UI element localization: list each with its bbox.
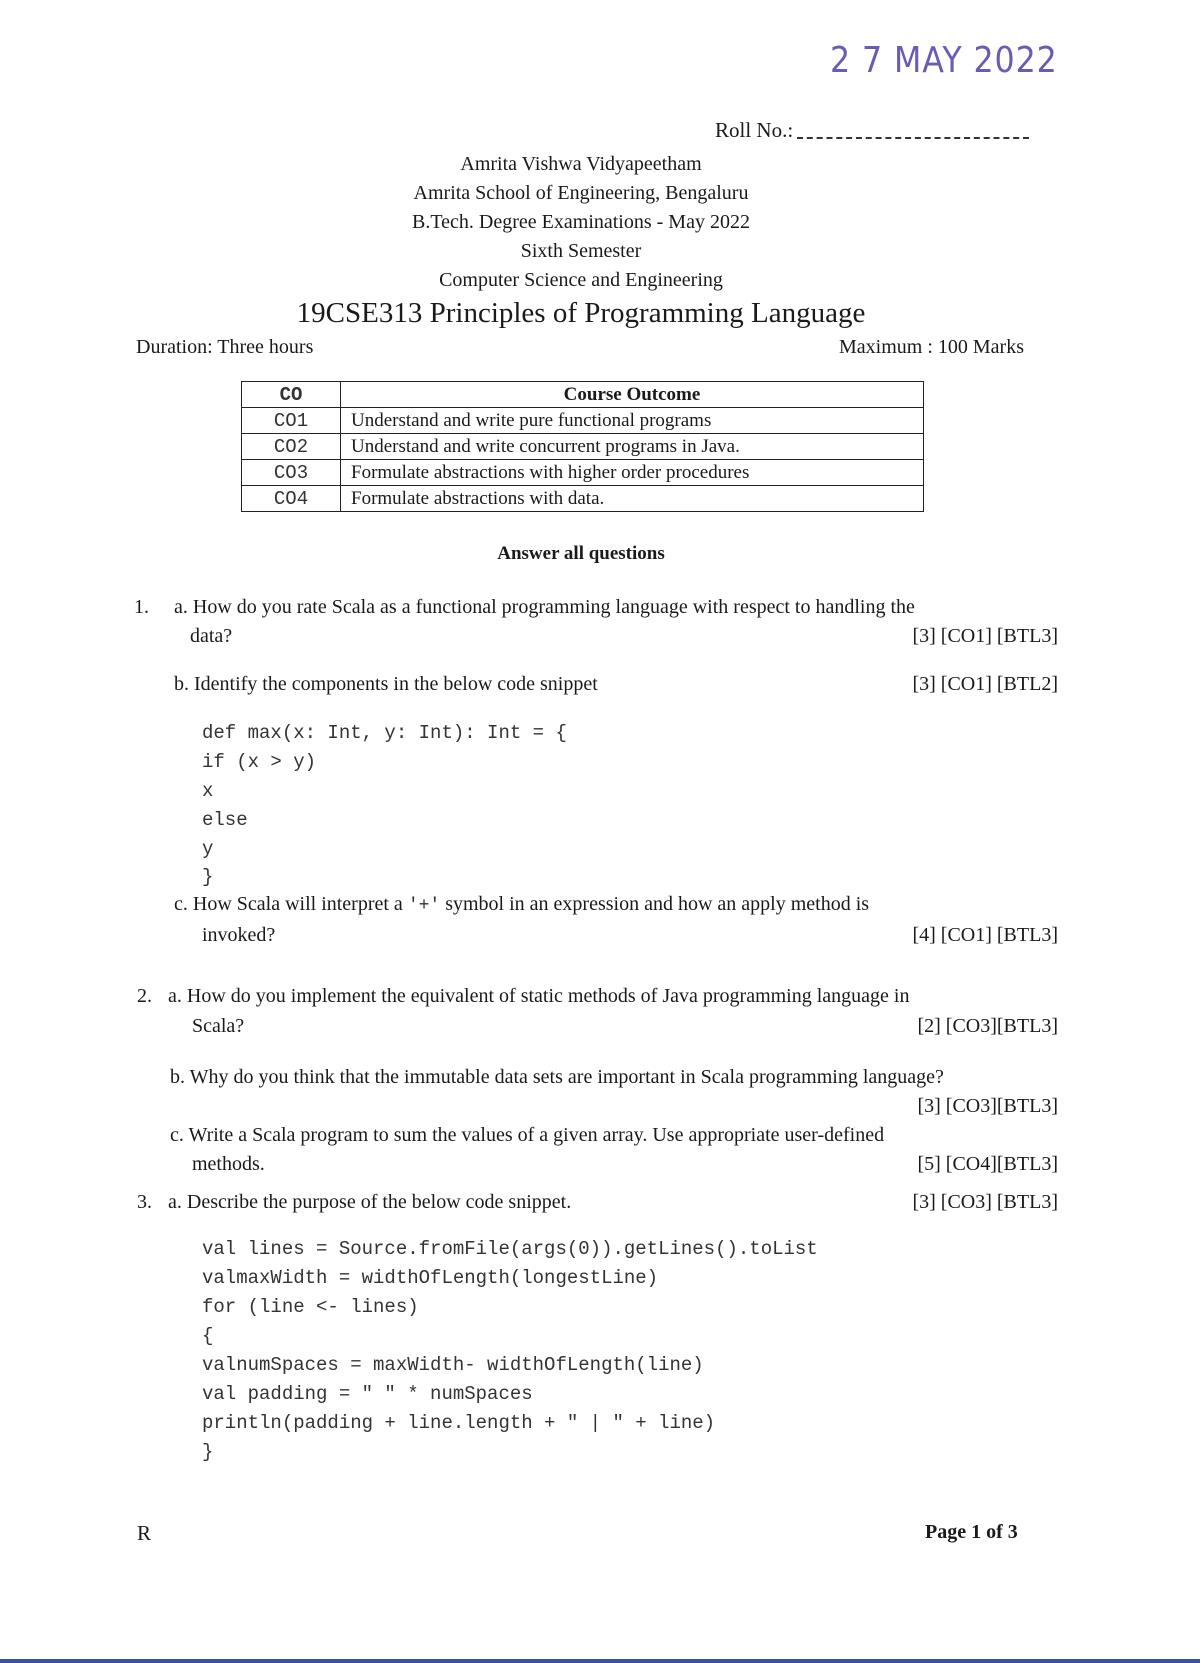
max-marks: Maximum : 100 Marks: [839, 336, 1024, 358]
question-1b-marks: [3] [CO1] [BTL2]: [912, 673, 1058, 695]
question-2-number: 2.: [137, 985, 152, 1007]
code-line: else: [202, 809, 248, 831]
page-number: Page 1 of 3: [925, 1521, 1018, 1543]
code-line: for (line <- lines): [202, 1296, 419, 1318]
roll-label: Roll No.:: [715, 118, 794, 142]
question-3a-marks: [3] [CO3] [BTL3]: [912, 1191, 1058, 1213]
code-line: {: [202, 1325, 214, 1347]
table-header-row: [242, 382, 924, 408]
roll-number-field: [715, 118, 1029, 143]
question-1-number: 1.: [134, 596, 149, 618]
question-1c-line1: [174, 893, 869, 916]
question-1a-marks: [3] [CO1] [BTL3]: [912, 625, 1058, 647]
table-row: [242, 460, 924, 486]
code-line: y: [202, 838, 214, 860]
question-1a-line2: data?: [190, 625, 233, 647]
code-line: def max(x: Int, y: Int): Int = {: [202, 722, 567, 744]
question-1b-text: b. Identify the components in the below code snippet: [174, 673, 598, 695]
school-name: Amrita School of Engineering, Bengaluru: [413, 182, 749, 204]
question-1c-pre: c. How Scala will interpret a: [174, 893, 403, 915]
co-outcome: Formulate abstractions with data.: [341, 486, 924, 512]
co-code: CO3: [242, 460, 341, 486]
question-1c-line2: invoked?: [202, 924, 276, 946]
footer-left-mark: R: [137, 1521, 152, 1545]
code-line: }: [202, 866, 214, 888]
roll-blank-line: [797, 137, 1029, 139]
question-2b-line1: b. Why do you think that the immutable data sets are important in Scala programming language?: [170, 1066, 944, 1088]
question-2a-line2: Scala?: [192, 1015, 245, 1037]
semester: Sixth Semester: [520, 240, 642, 262]
question-3a-text: a. Describe the purpose of the below code snippet.: [168, 1191, 572, 1213]
question-1c-marks: [4] [CO1] [BTL3]: [912, 924, 1058, 946]
code-line: }: [202, 1441, 214, 1463]
question-2a-line1: a. How do you implement the equivalent of static methods of Java programming language in: [168, 985, 910, 1007]
instructions: Answer all questions: [497, 543, 665, 564]
code-line: valnumSpaces = maxWidth- widthOfLength(line): [202, 1354, 704, 1376]
date-stamp: 2 7 MAY 2022: [830, 40, 1058, 81]
course-title: 19CSE313 Principles of Programming Language: [296, 297, 866, 329]
department: Computer Science and Engineering: [439, 269, 723, 291]
outcome-column-header: Course Outcome: [341, 382, 924, 408]
code-line: val lines = Source.fromFile(args(0)).getLines().toList: [202, 1238, 818, 1260]
question-3-number: 3.: [137, 1191, 152, 1213]
question-2c-marks: [5] [CO4][BTL3]: [917, 1153, 1058, 1175]
scan-edge: [0, 1659, 1200, 1663]
exam-name: B.Tech. Degree Examinations - May 2022: [412, 211, 750, 233]
question-2a-marks: [2] [CO3][BTL3]: [917, 1015, 1058, 1037]
question-2b-marks: [3] [CO3][BTL3]: [917, 1095, 1058, 1117]
co-code: CO2: [242, 434, 341, 460]
code-line: x: [202, 780, 214, 802]
code-line: println(padding + line.length + " | " + line): [202, 1412, 716, 1434]
code-line: valmaxWidth = widthOfLength(longestLine): [202, 1267, 659, 1289]
question-2c-line1: c. Write a Scala program to sum the values of a given array. Use appropriate user-defined: [170, 1124, 885, 1146]
code-line: if (x > y): [202, 751, 317, 773]
co-code: CO1: [242, 408, 341, 434]
course-outcome-table: [241, 381, 924, 512]
co-outcome: Formulate abstractions with higher order procedures: [341, 460, 924, 486]
table-row: [242, 486, 924, 512]
co-column-header: CO: [242, 382, 341, 408]
plus-symbol: '+': [407, 896, 441, 916]
code-line: val padding = " " * numSpaces: [202, 1383, 533, 1405]
question-1a-line1: a. How do you rate Scala as a functional programming language with respect to handling the: [174, 596, 915, 618]
co-outcome: Understand and write concurrent programs in Java.: [341, 434, 924, 460]
co-outcome: Understand and write pure functional programs: [341, 408, 924, 434]
table-row: [242, 434, 924, 460]
university-name: Amrita Vishwa Vidyapeetham: [460, 153, 702, 175]
co-code: CO4: [242, 486, 341, 512]
table-row: [242, 408, 924, 434]
question-2c-line2: methods.: [192, 1153, 265, 1175]
duration: Duration: Three hours: [136, 336, 314, 358]
question-1c-post: symbol in an expression and how an apply method is: [445, 893, 870, 915]
